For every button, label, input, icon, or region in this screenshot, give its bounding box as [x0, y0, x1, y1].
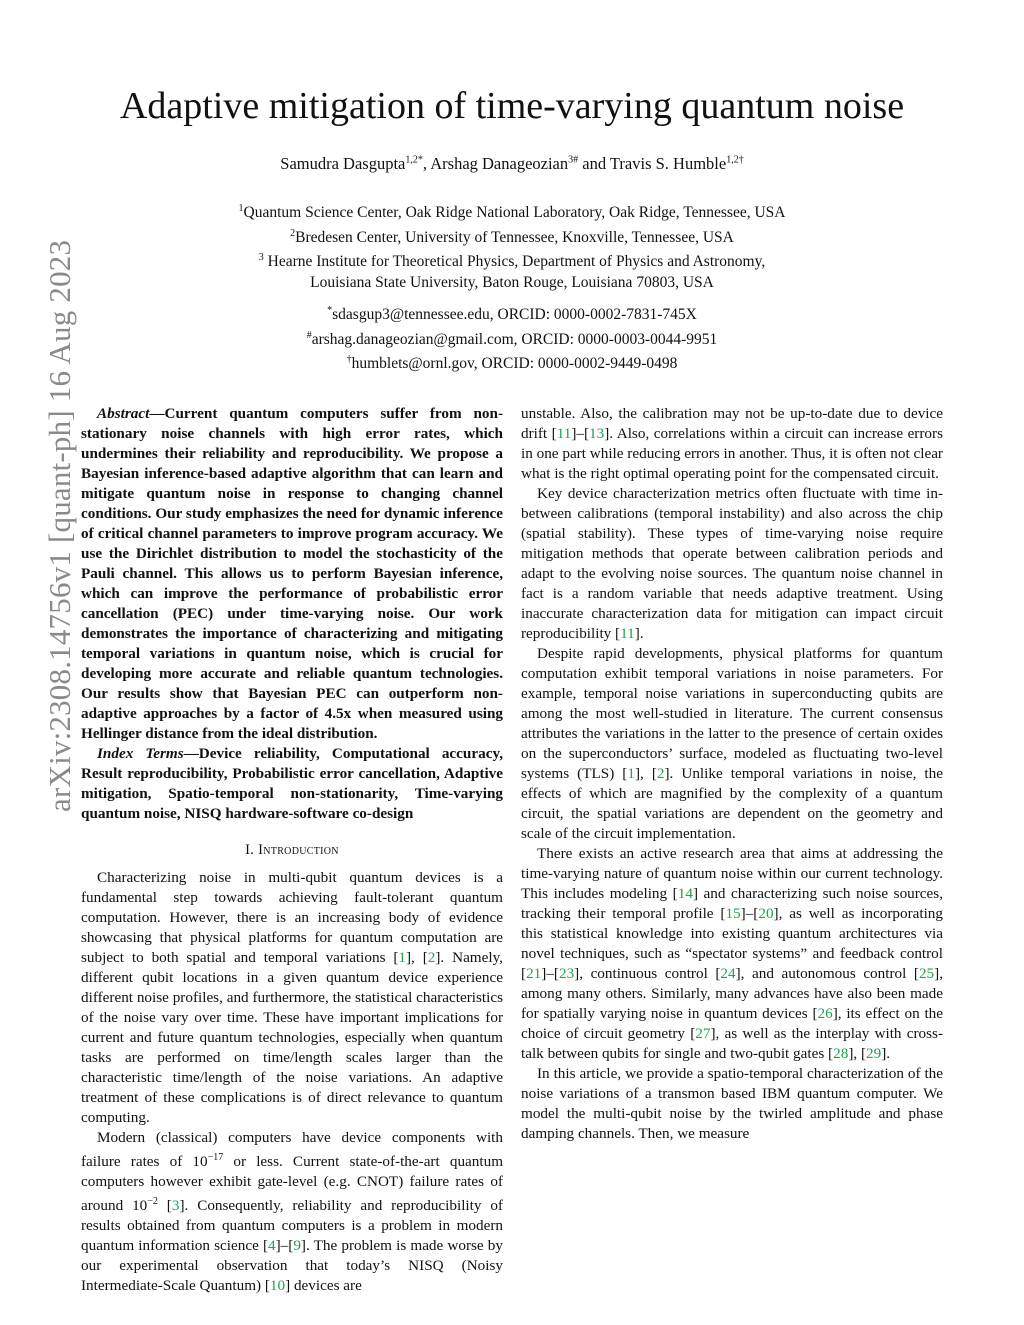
- affil-mark: 2: [290, 227, 296, 239]
- affiliation-line: [0, 273, 1024, 294]
- text-run: ] devices are: [285, 1277, 362, 1295]
- math-exponent: −17: [207, 1152, 224, 1163]
- author-name: Samudra Dasgupta: [280, 154, 406, 173]
- index-terms-label: Index Terms: [97, 745, 184, 762]
- citation-link[interactable]: 23: [558, 965, 575, 982]
- text-run: ]. Consequently, reliability and reproducibility of results obtained from quantum computers is a problem in modern quantum information science [: [81, 1197, 503, 1255]
- author-affil-mark: 1,2†: [726, 154, 744, 166]
- text-run: ], its effect on the choice of circuit geometry [: [521, 1005, 943, 1042]
- citation-link[interactable]: 26: [817, 1005, 833, 1022]
- right-column: [521, 404, 943, 1144]
- citation-link[interactable]: 1: [398, 949, 406, 966]
- affiliation-text: Hearne Institute for Theoretical Physics, Department of Physics and Astronomy,: [263, 253, 766, 271]
- text-run: Characterizing noise in multi-qubit quantum devices is a fundamental step towards achieving fault-tolerant quantum computation. However, there is an increasing body of evidence showcasing that physical platforms for quantum computation are subject to both spatial and temporal variations [: [81, 869, 503, 966]
- math-base: 10: [192, 1153, 208, 1171]
- text-run: ], [: [848, 1045, 867, 1062]
- citation-link[interactable]: 24: [720, 965, 736, 982]
- text-run: ], as well as the interplay with cross-talk between qubits for single and two-qubit gates [: [521, 1025, 943, 1062]
- text-run: Key device characterization metrics often fluctuate with time in-between calibrations (temporal instability) and also across the chip (spatial stability). These types of time-varying noise require mitigation methods that operate between calibration periods and adapt to the evolving noise sources. The quantum noise channel in fact is a random variable that needs adaptive treatment. Using inaccurate characterization data for mitigation can impact circuit reproducibility [: [521, 485, 943, 642]
- text-run: ].: [881, 1045, 891, 1062]
- author-separator: and: [578, 154, 610, 173]
- citation-link[interactable]: 28: [833, 1045, 849, 1062]
- citation-link[interactable]: 21: [526, 965, 542, 982]
- index-terms-text: —Device reliability, Computational accuracy, Result reproducibility, Probabilistic error cancellation, Adaptive mitigation, Spatio-temporal non-stationarity, Time-varying quantum noise, NISQ hardware-software co-design: [81, 745, 503, 822]
- abstract: [81, 404, 503, 744]
- text-run: ]–[: [541, 965, 559, 982]
- contact-line: [0, 350, 1024, 375]
- contact-text: sdasgup3@tennessee.edu, ORCID: 0000-0002-7831-745X: [332, 306, 697, 324]
- citation-link[interactable]: 27: [695, 1025, 711, 1042]
- contact-text: humblets@ornl.gov, ORCID: 0000-0002-9449-0498: [351, 355, 678, 373]
- citation-link[interactable]: 11: [620, 625, 635, 642]
- paragraph: [521, 404, 943, 484]
- text-run: or less. Current state-of-the-art quantum computers however exhibit gate-level (e.g. CNOT) failure rates of around: [81, 1153, 504, 1215]
- text-run: ]–[: [275, 1237, 294, 1255]
- affil-mark: 1: [238, 203, 244, 214]
- section-heading: [81, 842, 503, 859]
- citation-link[interactable]: 15: [725, 905, 741, 922]
- text-run: There exists an active research area that aims at addressing the time-varying nature of quantum noise within our current technology. This includes modeling [: [521, 845, 943, 902]
- math-exponent: −2: [147, 1196, 158, 1208]
- section-number: I.: [245, 842, 259, 858]
- text-run: ], and autonomous control [: [735, 965, 919, 982]
- text-run: ] and characterizing such noise sources, tracking their temporal profile [: [521, 885, 943, 922]
- citation-link[interactable]: 11: [556, 425, 572, 442]
- author-list: [0, 154, 1024, 174]
- citation-link[interactable]: 3: [171, 1197, 180, 1215]
- affiliations: [0, 199, 1024, 293]
- arxiv-watermark: arXiv:2308.14756v1 [quant-ph] 16 Aug 2023: [42, 239, 77, 812]
- contact-line: [0, 301, 1024, 326]
- text-run: Despite rapid developments, physical platforms for quantum computation exhibit temporal variations in noise parameters. For example, temporal noise variations in superconducting qubits are among the most well-studied in literature. The current consensus attributes the variations in the latter to the presence of certain oxides on the superconductors’ surface, modeled as fluctuating two-level systems (TLS) [: [521, 645, 943, 782]
- text-run: ]. Namely, different qubit locations in a given quantum device experience different noise profiles, and furthermore, the statistical characteristics of the noise vary over time. These have important implications for current and future quantum technologies, especially when quantum tasks are performed on time/length scales larger than the characteristic time/length of the noise variations. An adaptive treatment of these complications is of direct relevance to quantum computing.: [81, 949, 503, 1126]
- affiliation-text: Bredesen Center, University of Tennessee, Knoxville, Tennessee, USA: [295, 228, 734, 246]
- paragraph: [521, 484, 943, 644]
- math-base: 10: [132, 1197, 148, 1215]
- text-run: In this article, we provide a spatio-temporal characterization of the noise variations of a transmon based IBM quantum computer. We model the multi-qubit noise by the twirled amplitude and phase damping channels. Then, we measure: [521, 1065, 943, 1142]
- text-run: unstable. Also, the calibration may not be up-to-date due to device drift [: [521, 405, 943, 442]
- text-run: ], [: [406, 949, 428, 966]
- citation-link[interactable]: 29: [866, 1045, 882, 1062]
- citation-link[interactable]: 4: [268, 1237, 276, 1255]
- paragraph: [521, 844, 943, 1064]
- author-name: Travis S. Humble: [609, 154, 727, 173]
- author-affil-mark: 3#: [568, 154, 579, 166]
- text-run: ]. Unlike temporal variations in noise, the effects of which are magnified by the complexity of a quantum circuit, the spatial variations are dependent on the geometry and scale of the circuit implementation.: [521, 765, 943, 842]
- citation-link[interactable]: 10: [269, 1277, 286, 1295]
- citation-link[interactable]: 20: [758, 905, 774, 922]
- text-run: ], continuous control [: [574, 965, 721, 982]
- citation-link[interactable]: 1: [627, 765, 635, 782]
- text-run: Modern (classical) computers have device components with failure rates of: [81, 1129, 503, 1171]
- text-run: ], among many others. Similarly, many advances have also been made for spatially varying noise in quantum devices [: [521, 965, 943, 1022]
- affil-mark: 3: [258, 252, 264, 264]
- paper-title: Adaptive mitigation of time-varying quantum noise: [119, 85, 905, 127]
- affiliation-line: [0, 248, 1024, 273]
- author-separator: ,: [422, 154, 431, 173]
- citation-link[interactable]: 2: [427, 949, 436, 966]
- paragraph: [521, 1064, 943, 1144]
- paragraph: [521, 644, 943, 844]
- paragraph: [81, 1128, 503, 1296]
- text-run: ]–[: [740, 905, 759, 922]
- abstract-text: —Current quantum computers suffer from non-stationary noise channels with high error rates, which undermines their reliability and reproducibility. We propose a Bayesian inference-based adaptive algorithm that can learn and mitigate quantum noise in response to changing channel conditions. Our study emphasizes the need for dynamic inference of critical channel parameters to improve program accuracy. We use the Dirichlet distribution to model the stochasticity of the Pauli channel. This allows us to perform Bayesian inference, which can improve the performance of probabilistic error cancellation (PEC) under time-varying noise. Our work demonstrates the importance of characterizing and mitigating temporal variations in quantum noise, which is crucial for developing more accurate and reliable quantum technologies. Our results show that Bayesian PEC can outperform non-adaptive approaches by a factor of 4.5x when measured using Hellinger distance from the ideal distribution.: [81, 405, 503, 742]
- citation-link[interactable]: 14: [677, 885, 693, 902]
- index-terms: [81, 744, 503, 824]
- text-run: ]–[: [571, 425, 590, 442]
- affiliation-text: Quantum Science Center, Oak Ridge National Laboratory, Oak Ridge, Tennessee, USA: [243, 204, 786, 222]
- contact-text: arshag.danageozian@gmail.com, ORCID: 0000-0003-0044-9951: [311, 330, 718, 348]
- contact-line: [0, 326, 1024, 351]
- citation-link[interactable]: 9: [293, 1237, 301, 1255]
- citation-link[interactable]: 13: [589, 425, 605, 442]
- contact-mark: *: [327, 305, 333, 316]
- text-run: ]. Also, correlations within a circuit can increase errors in one part while reducing errors in another. Thus, it is often not clear what is the right optimal operating point for the compensated circuit.: [521, 425, 943, 482]
- text-run: ], as well as incorporating this statistical knowledge into existing quantum architectures via novel techniques, such as “spectator systems” and feedback control [: [521, 905, 943, 982]
- affiliation-line: [0, 199, 1024, 224]
- citation-link[interactable]: 2: [656, 765, 665, 782]
- left-column: [81, 404, 503, 1296]
- text-run: ].: [634, 625, 644, 642]
- text-run: ]. The problem is made worse by our experimental observation that today’s NISQ (Noisy Intermediate-Scale Quantum) [: [81, 1237, 503, 1295]
- text-run: ], [: [634, 765, 657, 782]
- author-affil-mark: 1,2*: [405, 154, 423, 166]
- affiliation-line: [0, 224, 1024, 249]
- contact-mark: †: [346, 354, 352, 366]
- contact-mark: #: [306, 329, 312, 341]
- abstract-label: Abstract: [97, 405, 150, 422]
- paragraph: [81, 868, 503, 1128]
- author-name: Arshag Danageozian: [430, 154, 569, 173]
- contact-info: [0, 301, 1024, 375]
- section-title: Introduction: [258, 842, 339, 858]
- citation-link[interactable]: 25: [918, 965, 935, 982]
- text-run: [: [157, 1197, 172, 1215]
- affiliation-text: Louisiana State University, Baton Rouge, Louisiana 70803, USA: [310, 273, 714, 291]
